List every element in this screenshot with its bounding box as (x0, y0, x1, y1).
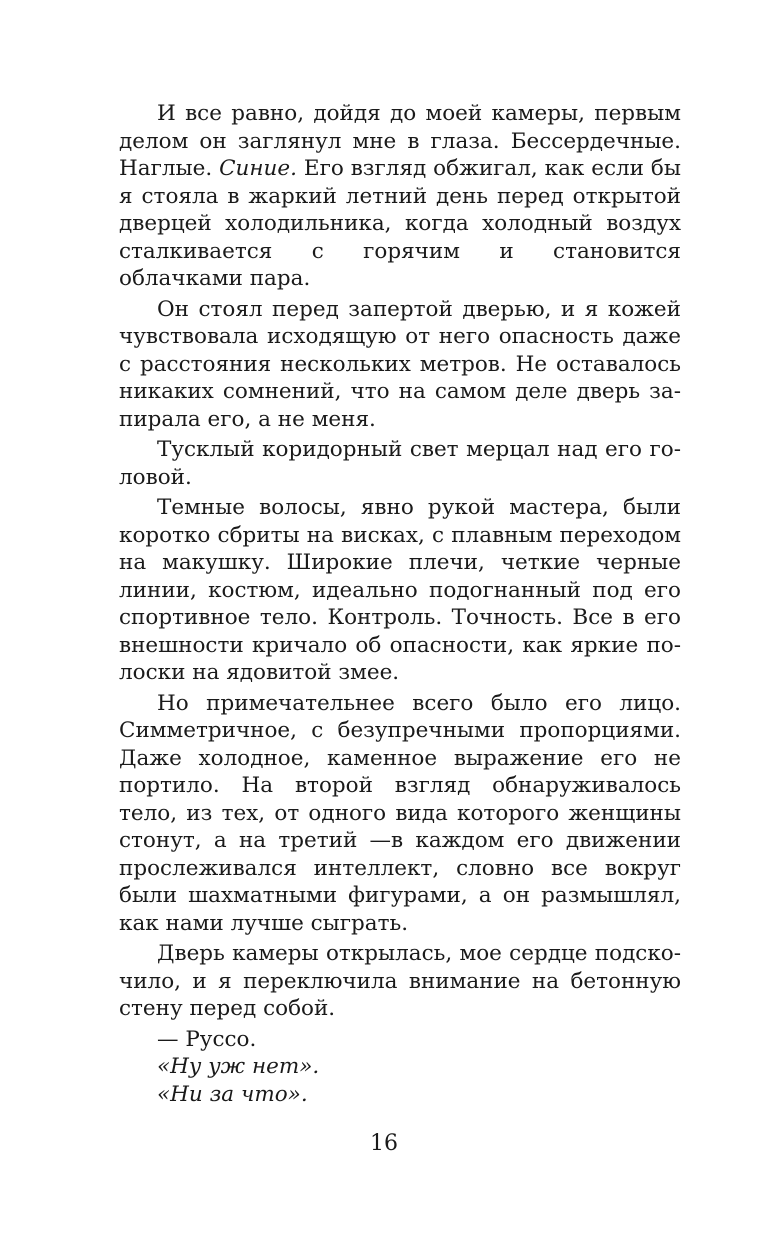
paragraph-2: Он стоял перед запертой дверью, и я кожей чувствовала исходящую от него опасность даже с расстояния нескольких метров. Не оставалось никаких сомнений, что на самом деле дверь запирала его, а не меня. (119, 296, 681, 432)
paragraph-5: Но примечательнее всего было его лицо. Симметричное, с безупречными пропорциями. Даже холодное, каменное выражение его не портило. На второй взгляд обнаруживалось тело, из тех, от одного вида которого женщины стонут, а на третий —в каждом его движении прослеживался интеллект, словно все вокруг были шахматными фигурами, а он размышлял, как нами лучше сыграть. (119, 690, 681, 936)
paragraph-4: Темные волосы, явно рукой мастера, были коротко сбриты на висках, с плавным переходом на макушку. Широкие плечи, четкие черные линии, костюм, идеально подогнанный под его спортивное тело. Контроль. Точность. Все в его внешности кричало об опасности, как яркие полоски на ядовитой змее. (119, 495, 681, 685)
paragraph-6: Дверь камеры открылась, мое сердце подскочило, и я переключила внимание на бетонную стену перед собой. (119, 941, 681, 1021)
paragraph-3: Тусклый коридорный свет мерцал над его головой. (119, 437, 681, 490)
dialogue-line: — Руссо. (157, 1026, 257, 1052)
inner-thought-1: «Ну уж нет». (157, 1054, 320, 1079)
book-page-text (119, 100, 681, 1108)
paragraph-1-start: И все равно, дойдя до моей камеры, первым делом он заглянул мне в глаза. Бессердечные. Наглые. (119, 101, 681, 181)
inner-thought-2: «Ни за что». (157, 1081, 308, 1107)
paragraph-1 (119, 100, 681, 293)
paragraph-1-end: Его взгляд обжигал, как если бы я стояла в жаркий летний день перед открытой дверцей холодильника, когда холодный воздух сталкивается с горячим и становится облачками пара. (119, 156, 681, 291)
page-number: 16 (370, 1131, 398, 1156)
paragraph-1-emphasis: Синие. (219, 156, 297, 181)
